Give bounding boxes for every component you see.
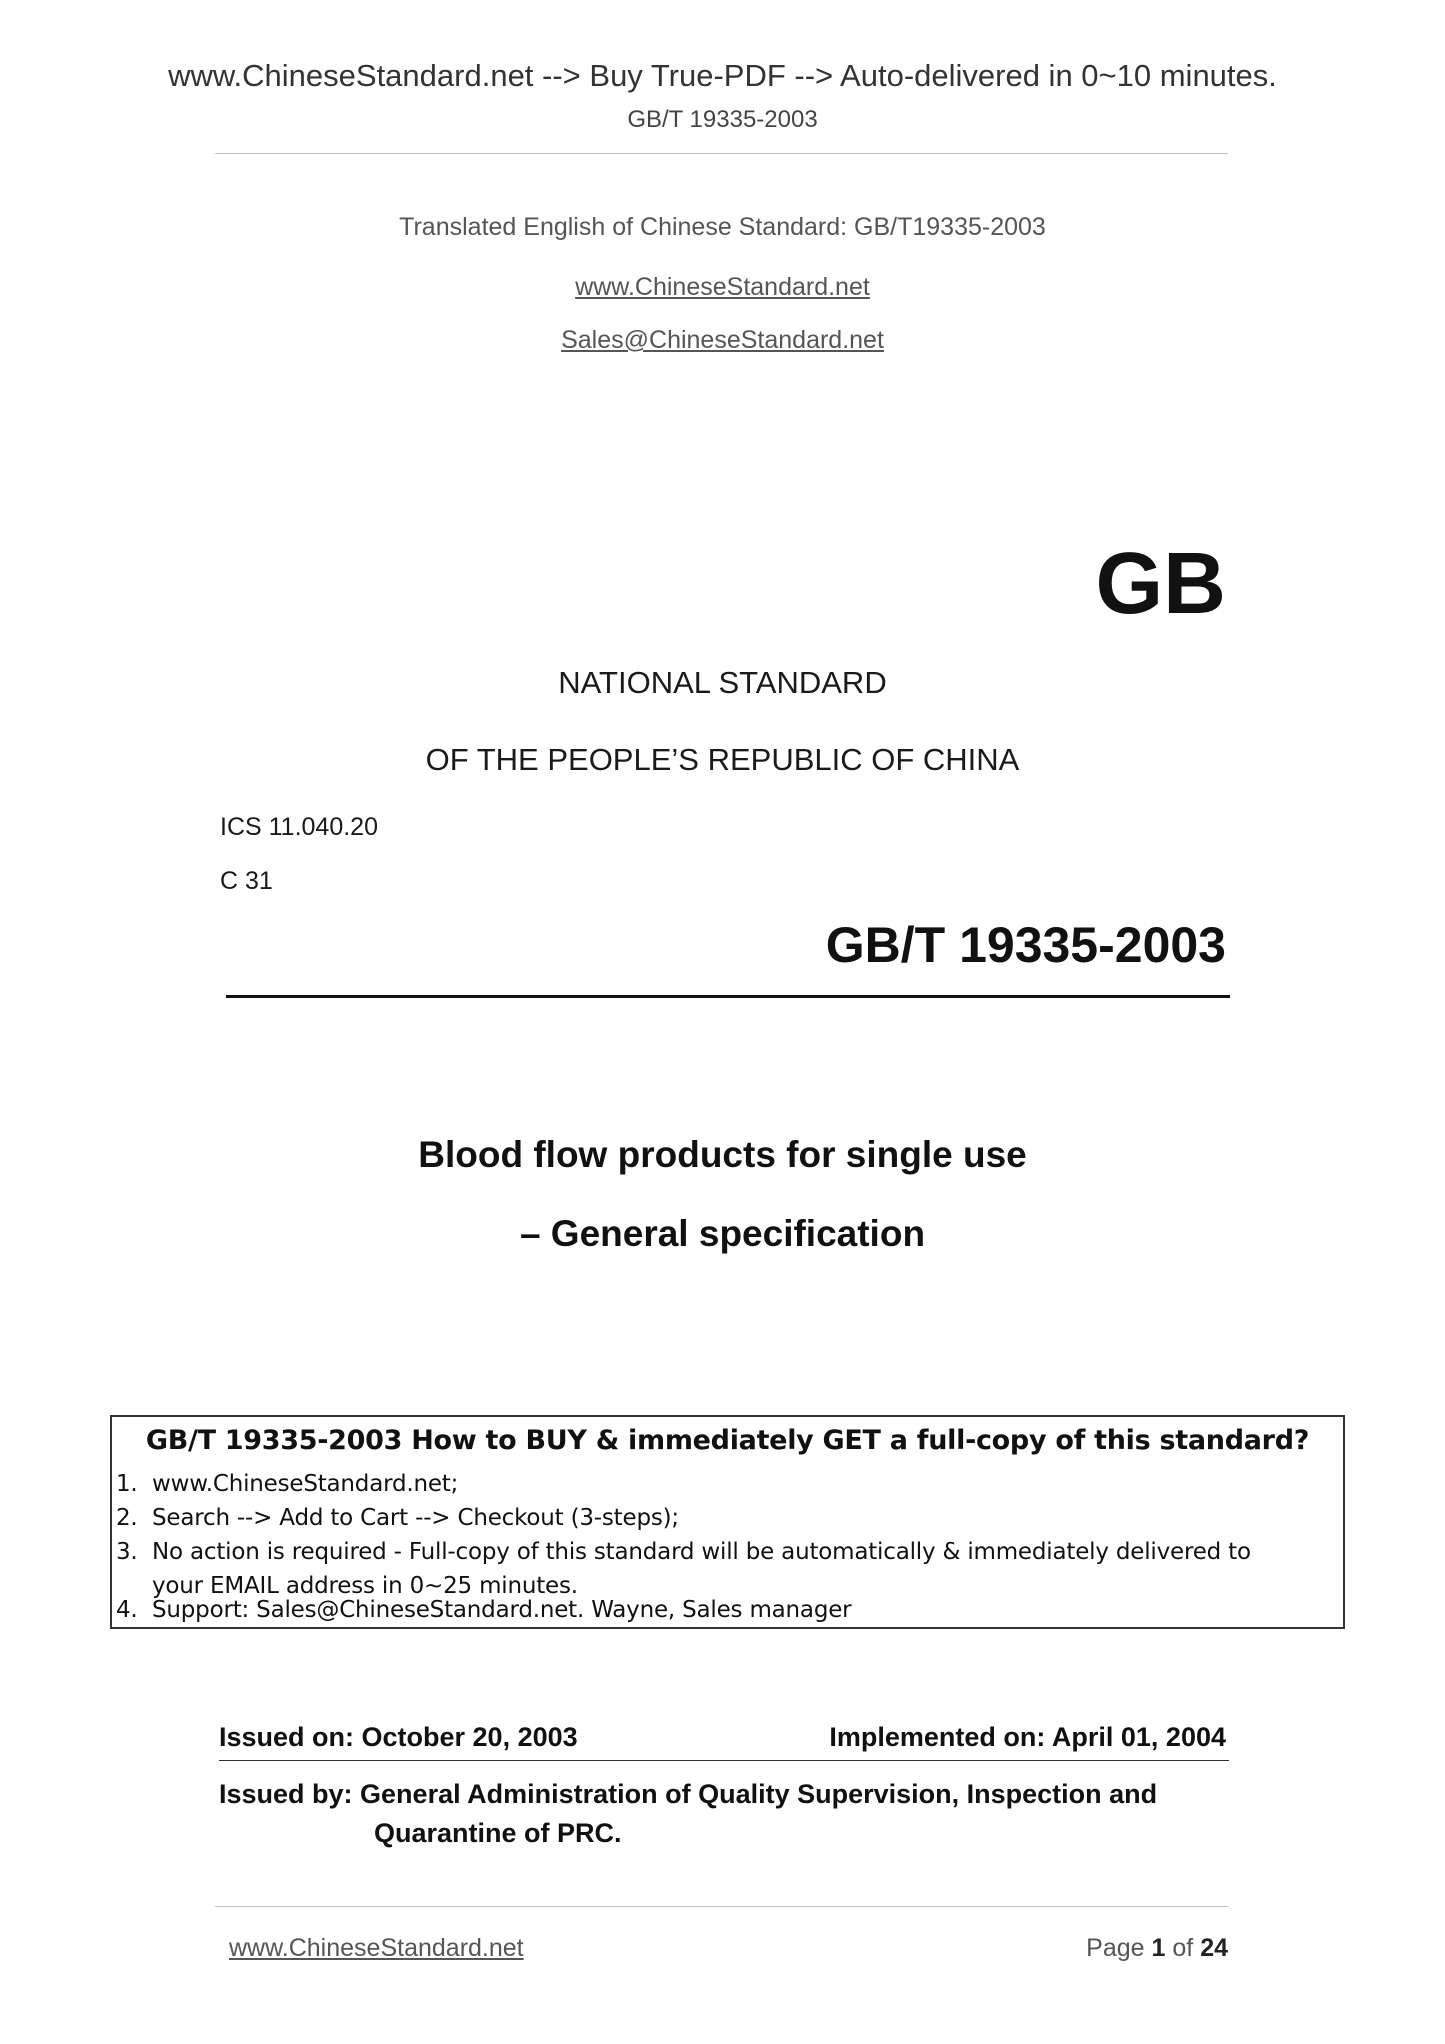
issued-by: Issued by: General Administration of Quality Supervision, Inspection and [219, 1779, 1158, 1809]
step-text-continuation: your EMAIL address in 0~25 minutes. [152, 1573, 578, 1599]
email-link-row [0, 326, 1445, 355]
header-divider [215, 153, 1228, 154]
national-standard-heading: NATIONAL STANDARD [558, 665, 887, 700]
step-text: Search --> Add to Cart --> Checkout (3-steps); [152, 1505, 679, 1531]
document-title-line1: Blood flow products for single use [418, 1134, 1027, 1175]
page-prefix: Page [1086, 1934, 1145, 1962]
header-top-line: www.ChineseStandard.net --> Buy True-PDF --> Auto-delivered in 0~10 minutes. [168, 58, 1277, 93]
step-text: No action is required - Full-copy of this standard will be automatically & immediately delivered to [152, 1539, 1251, 1565]
issue-date-rule [219, 1760, 1229, 1761]
page-total: 24 [1200, 1934, 1228, 1962]
issued-on-date: Issued on: October 20, 2003 [219, 1722, 578, 1752]
website-link-row [0, 273, 1445, 302]
standard-code-rule [226, 995, 1230, 998]
buy-box-title: GB/T 19335-2003 How to BUY & immediately GET a full-copy of this standard? [145, 1425, 1310, 1456]
buy-step [116, 1505, 679, 1531]
issued-by-continuation: Quarantine of PRC. [374, 1818, 622, 1848]
page-number [1086, 1934, 1228, 1963]
page-of: of [1172, 1934, 1194, 1962]
step-text[interactable]: Support: Sales@ChineseStandard.net. Wayne, Sales manager [152, 1597, 852, 1623]
buy-step [116, 1597, 851, 1623]
page-current: 1 [1151, 1934, 1166, 1962]
document-title-line2: – General specification [519, 1213, 926, 1254]
step-text[interactable]: www.ChineseStandard.net; [152, 1471, 459, 1497]
standard-code: GB/T 19335-2003 [825, 917, 1226, 973]
step-number: 1. [116, 1471, 138, 1497]
step-number: 2. [116, 1505, 138, 1531]
footer-divider [215, 1906, 1228, 1907]
implemented-on-date: Implemented on: April 01, 2004 [829, 1722, 1226, 1752]
header-standard-code: GB/T 19335-2003 [627, 106, 818, 133]
ccs-code: C 31 [220, 867, 273, 895]
website-link[interactable]: www.ChineseStandard.net [575, 273, 870, 301]
buy-info-box [110, 1415, 1345, 1629]
step-number: 4. [116, 1597, 138, 1623]
email-link[interactable]: Sales@ChineseStandard.net [561, 326, 884, 354]
step-number: 3. [116, 1539, 138, 1565]
buy-step [116, 1471, 458, 1497]
translated-note: Translated English of Chinese Standard: GB/T19335-2003 [399, 213, 1046, 241]
republic-heading: OF THE PEOPLE’S REPUBLIC OF CHINA [425, 742, 1020, 777]
buy-step [116, 1539, 1251, 1565]
gb-mark: GB [1095, 535, 1226, 632]
footer-website-link[interactable]: www.ChineseStandard.net [229, 1934, 524, 1962]
ics-code: ICS 11.040.20 [220, 813, 378, 841]
